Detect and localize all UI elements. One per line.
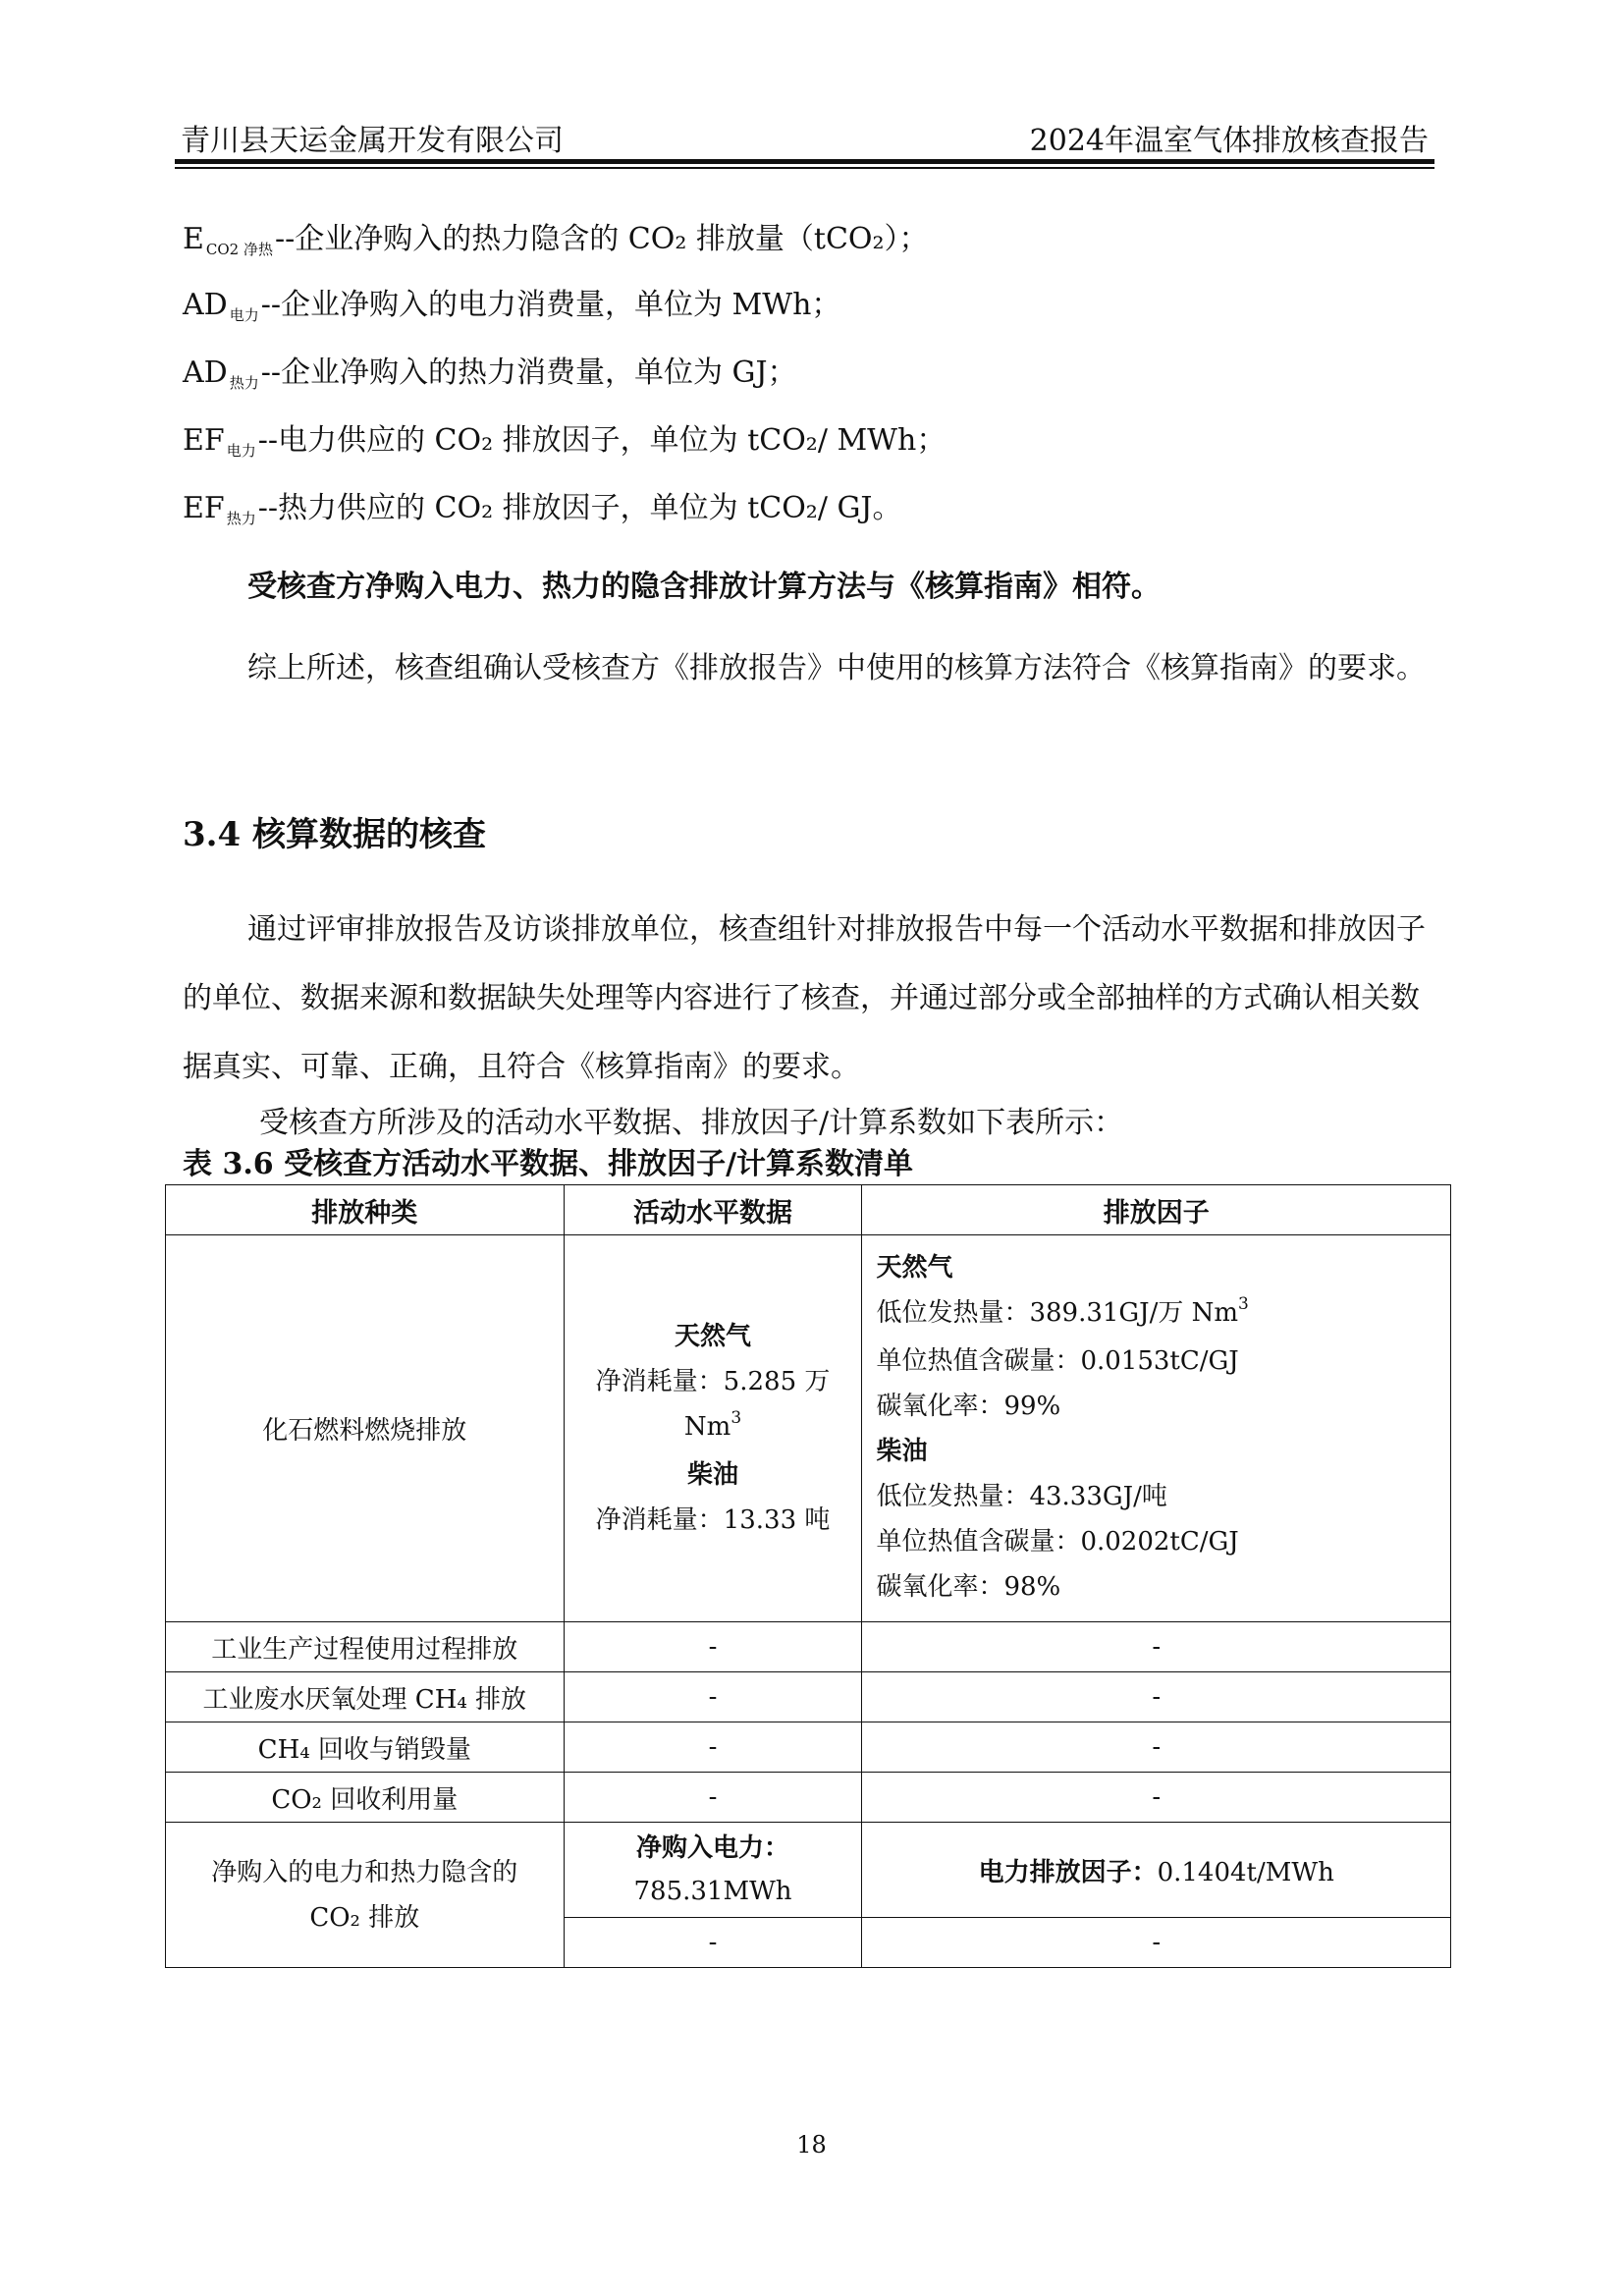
row-category: 工业废水厌氧处理 CH₄ 排放 (166, 1672, 565, 1722)
factor-gas-lhv-text: 低位发热量：389.31GJ/万 Nm (876, 1298, 1239, 1328)
purchased-factor-value: 0.1404t/MWh (1157, 1857, 1334, 1887)
definition-line (183, 348, 797, 391)
factor-gas-lhv (876, 1290, 1436, 1339)
diesel-consumption: 净消耗量：13.33 吨 (595, 1505, 831, 1535)
row-factor: - (862, 1722, 1451, 1773)
purchased-factor-label: 电力排放因子： (978, 1857, 1158, 1887)
table-row (166, 1722, 1451, 1773)
gas-unit-superscript: 3 (730, 1408, 742, 1428)
definition-subscript: 热力 (226, 510, 256, 527)
row-activity: - (564, 1622, 862, 1672)
definition-subscript: 电力 (226, 442, 256, 460)
header-category: 排放种类 (166, 1185, 565, 1235)
definition-text: --热力供应的 CO₂ 排放因子，单位为 tCO₂/ GJ。 (257, 491, 902, 525)
definition-text: --企业净购入的电力消费量，单位为 MWh； (260, 288, 841, 322)
purchased-activity-value: 785.31MWh (633, 1877, 792, 1906)
table-row-purchased (166, 1823, 1451, 1918)
header-rule-thin (175, 167, 1434, 169)
definition-subscript: 热力 (229, 374, 259, 392)
gas-unit (565, 1404, 862, 1452)
row-factor: - (862, 1622, 1451, 1672)
definition-symbol: AD (183, 355, 228, 390)
header-rule-thick (175, 159, 1434, 164)
row-factor: - (862, 1773, 1451, 1823)
definition-text: --企业净购入的热力隐含的 CO₂ 排放量（tCO₂）； (275, 222, 929, 256)
definition-line (183, 483, 901, 526)
definition-line (183, 280, 840, 323)
table-header-row (166, 1185, 1451, 1235)
purchased-category-line2: CO₂ 排放 (309, 1902, 420, 1933)
definition-symbol: AD (183, 288, 228, 322)
definition-subscript: 电力 (229, 306, 259, 324)
definition-line (183, 214, 929, 257)
purchased-activity (564, 1823, 862, 1918)
definition-subscript: CO2 净热 (205, 241, 273, 258)
purchased-row2-activity: - (564, 1918, 862, 1968)
definition-text: --企业净购入的热力消费量，单位为 GJ； (260, 355, 797, 390)
row-factor: - (862, 1672, 1451, 1722)
table-intro: 受核查方所涉及的活动水平数据、排放因子/计算系数如下表所示： (259, 1106, 1124, 1140)
header-activity: 活动水平数据 (564, 1185, 862, 1235)
purchased-row2-factor: - (862, 1918, 1451, 1968)
factor-gas-carbon: 单位热值含碳量：0.0153tC/GJ (876, 1346, 1239, 1376)
definition-symbol: EF (183, 423, 225, 458)
row-category: CH₄ 回收与销毁量 (166, 1722, 565, 1773)
factor-gas-lhv-superscript: 3 (1238, 1294, 1249, 1314)
factor-diesel-lhv: 低位发热量：43.33GJ/吨 (876, 1482, 1167, 1511)
header-company: 青川县天运金属开发有限公司 (181, 124, 564, 158)
section-paragraph: 通过评审排放报告及访谈排放单位，核查组针对排放报告中每一个活动水平数据和排放因子的单位、数据来源和数据缺失处理等内容进行了核查，并通过部分或全部抽样的方式确认相关数据真实、可靠、正确，且符合《核算指南》的要求。 (183, 912, 1426, 1084)
purchased-category (166, 1823, 565, 1968)
factor-diesel-oxidation: 碳氧化率：98% (876, 1572, 1061, 1602)
definition-symbol: EF (183, 491, 225, 525)
purchased-category-line1: 净购入的电力和热力隐含的 (211, 1857, 518, 1887)
gas-consumption: 净消耗量：5.285 万 (595, 1367, 831, 1396)
table-title: 表 3.6 受核查方活动水平数据、排放因子/计算系数清单 (183, 1147, 914, 1181)
emission-data-table (165, 1184, 1451, 1968)
factor-gas-oxidation: 碳氧化率：99% (876, 1392, 1061, 1421)
purchased-activity-label: 净购入电力： (636, 1833, 790, 1863)
definition-symbol: E (183, 222, 204, 256)
row-category: 工业生产过程使用过程排放 (166, 1622, 565, 1672)
section-heading: 3.4 核算数据的核查 (183, 815, 486, 854)
table-row (166, 1622, 1451, 1672)
fossil-category: 化石燃料燃烧排放 (166, 1235, 565, 1622)
page-header (175, 110, 1434, 157)
fossil-activity (564, 1235, 862, 1622)
fossil-factors (862, 1235, 1451, 1622)
purchased-factor (862, 1823, 1451, 1918)
table-row-fossil (166, 1235, 1451, 1622)
diesel-label: 柴油 (687, 1460, 739, 1490)
header-factor: 排放因子 (862, 1185, 1451, 1235)
gas-unit-text: Nm (683, 1412, 731, 1442)
factor-gas-label: 天然气 (876, 1253, 953, 1283)
table-row (166, 1773, 1451, 1823)
factor-diesel-carbon: 单位热值含碳量：0.0202tC/GJ (876, 1527, 1239, 1557)
row-activity: - (564, 1672, 862, 1722)
row-activity: - (564, 1722, 862, 1773)
header-report-title: 2024年温室气体排放核查报告 (1029, 124, 1429, 158)
conclusion-bold: 受核查方净购入电力、热力的隐含排放计算方法与《核算指南》相符。 (247, 570, 1161, 604)
factor-diesel-label: 柴油 (876, 1437, 928, 1466)
page-number: 18 (796, 2131, 827, 2159)
row-category: CO₂ 回收利用量 (166, 1773, 565, 1823)
row-activity: - (564, 1773, 862, 1823)
table-row (166, 1672, 1451, 1722)
definition-text: --电力供应的 CO₂ 排放因子，单位为 tCO₂/ MWh； (257, 423, 947, 458)
summary-paragraph: 综上所述，核查组确认受核查方《排放报告》中使用的核算方法符合《核算指南》的要求。 (247, 651, 1426, 685)
definition-line (183, 415, 946, 459)
gas-label: 天然气 (675, 1322, 752, 1351)
